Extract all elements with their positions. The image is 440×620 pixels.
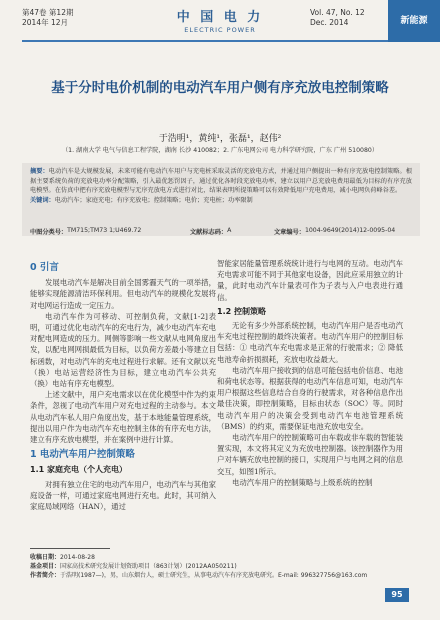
paragraph: 对拥有独立住宅的电动汽车用户，电动汽车与其他家庭设备一样，可通过家庭电网进行充电。此时，其可纳入家庭局域网络（HAN），通过 <box>30 479 216 512</box>
keywords-text: 电动汽车；家庭充电；有序充放电；控制策略；电价；充电桩；功率限制 <box>54 196 253 204</box>
article-meta <box>30 227 412 236</box>
fund-note: 基金项目：国家高技术研究发展计划资助项目（863计划）(2012AA050211) <box>30 563 237 570</box>
journal-header <box>0 0 440 52</box>
paragraph: 智能家居能量管理系统统计进行与电网的互动。电动汽车充电需求可能不同于其他家电设备，因此应采用独立的计量，此时电动汽车计量表可作为子表与入户电表进行通信。 <box>217 259 403 302</box>
section-1-1-heading: 1.1 家庭充电（个人充电） <box>30 465 127 475</box>
article-no-field: 文章编号： 1004-9649(2014)12-0095-04 <box>274 227 396 236</box>
paragraph: 电动汽车用户接收到的信息可能包括电价信息、电池和荷电状态等。根据获得的电动汽车信息可知，电动汽车用户根据这些信息结合自身的行驶需求，对各种信息作出最佳决策，即控制策略，目标由状态（SOC）等。同时电动汽车用户的决策会受到电动汽车电池管理系统（BMS）的约束，需要保证电池充放电安全。 <box>217 365 403 431</box>
abstract-label: 摘要： <box>30 168 49 175</box>
section-tag: 新能源 <box>388 0 440 42</box>
abstract-text: 电动汽车是大规模发展，未来可能有电动汽车用户与充电桩采取灵活的充放电方式，并通过用户侧提出一种有序充放电控制策略。根据主要系统负荷的充放电功率分配策略，引入最优惩罚因子，通过优化各时段充放电功率，建立以用户总充放电费用最低为目标的有序充放电模型。在仿真中把有序充放电模型与无序充放电方式进行对比，结果表明所提策略可以有效降低用户充电费用，减小电网负荷峰谷差。 <box>30 168 413 195</box>
left-column <box>30 258 216 512</box>
journal-name-en: ELECTRIC POWER <box>184 26 256 34</box>
keywords-label: 关键词： <box>30 196 55 204</box>
paragraph: 上述文献中，用户充电需求以在优化模型中作为约束条件，忽视了电动汽车用户对充电过程的主动参与。本文从电动汽车私人用户角度出发，基于本地能量管理系统，提出以用户作为电动汽车充电控制主体的有序充电方法，建立有序充放电模型，并在案例中进行计算。 <box>30 390 216 445</box>
date-cn: 2014年 12月 <box>22 18 69 27</box>
section-1-heading: 1 电动汽车用户控制策略 <box>30 449 135 461</box>
section-0-heading: 0 引言 <box>30 262 59 273</box>
abstract <box>30 167 412 205</box>
article-authors: 于浩明¹，黄纯¹，张磊¹，赵伟² <box>158 134 282 144</box>
journal-name <box>0 6 440 34</box>
paragraph: 无论有多少外部系统控制，电动汽车用户是否电动汽车充电过程控制的最终决策者。电动汽车用户的控制目标包括：① 电动汽车充电需求是正常的行驶需求；② 降低电池寿命折损损耗，充放电收益最大。 <box>217 321 403 364</box>
doc-code-field: 文献标志码： A <box>190 227 232 236</box>
paragraph: 发展电动汽车是解决目前全国雾霾天气的一项举措，能够实现能源清洁环保利用。但电动汽车的规模化发展将对电网运行造成一定压力。 <box>30 278 216 310</box>
volume-cn: 第47卷 第12期 <box>22 8 74 17</box>
journal-name-cn: 中 国 电 力 <box>176 10 264 25</box>
volume-en: Vol. 47, No. 12 <box>310 8 365 17</box>
footnotes <box>30 553 404 580</box>
right-column <box>217 258 403 488</box>
footnote-rule <box>30 548 110 549</box>
page-number: 95 <box>385 588 409 602</box>
author-bio: 作者简介：于浩明(1987—)，男，山东烟台人，硕士研究生，从事电动汽车有序充放电研究。E-mail: 996327756@163.com <box>30 572 368 579</box>
header-right <box>310 8 365 28</box>
article-title: 基于分时电价机制的电动汽车用户侧有序充放电控制策略 <box>51 80 389 96</box>
article-affiliation: （1. 湖南大学 电气与信息工程学院，湖南 长沙 410082；2. 广东电网公司 电力科学研究院，广东 广州 510080） <box>61 147 379 154</box>
section-1-2-heading: 1.2 控制策略 <box>217 306 266 316</box>
paragraph: 电动汽车用户的控制策略可由车载或非车载的智能装置实现，本文将其定义为充放电控制器。该控制器作为用户对车辆充放电控制的接口，实现用户与电网之间的信息交互，如图1所示。 <box>217 433 403 476</box>
header-rule <box>22 40 388 42</box>
paragraph: 电动汽车作为可移动、可控制负荷，文献[1-2]表明，可通过优化电动汽车的充电行为，减少电动汽车充电对配电网造成的压力。网侧等影响一些文献从电网角度出发，以配电网网损最低为目标，以负荷方差最小等建立目标函数，对电动汽车的充电过程进行求解。还有文献以充（换）电站运营经济性为目标，建立电动汽车公共充（换）电站有序充电模型。 <box>30 311 216 389</box>
received-date: 收稿日期：2014-08-28 <box>30 554 95 561</box>
date-en: Dec. 2014 <box>310 18 349 27</box>
clc-field: 中图分类号： TM715;TM73 1;U469.72 <box>30 227 142 236</box>
paragraph: 电动汽车用户的控制策略与上级系统的控制 <box>232 477 373 487</box>
